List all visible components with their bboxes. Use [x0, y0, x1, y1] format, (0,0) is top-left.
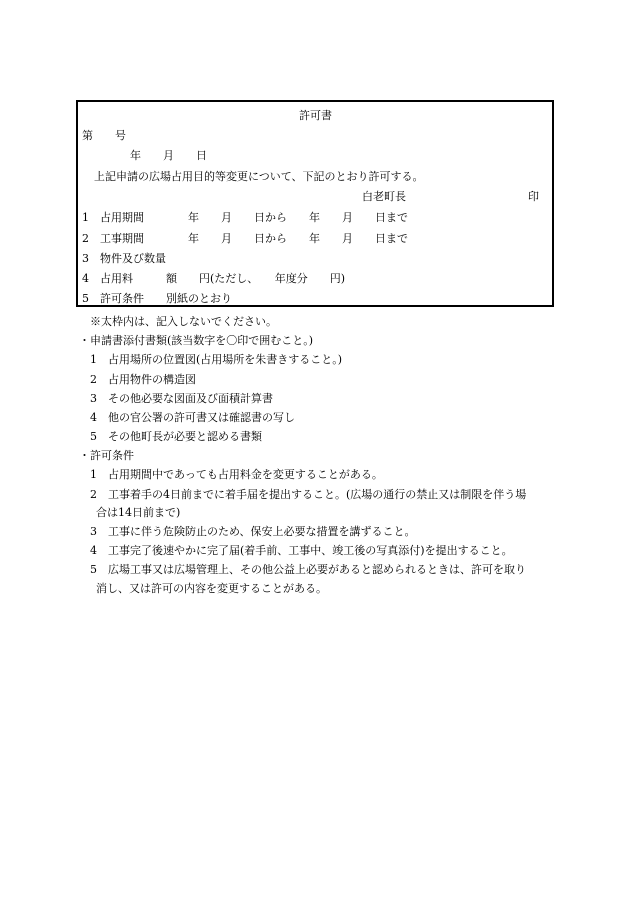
permit-title: 許可書 [299, 109, 332, 122]
condition-item: 5 広場工事又は広場管理上、その他公益上必要があると認められるときは、許可を取り [90, 563, 526, 576]
condition-item-cont: 消し、又は許可の内容を変更することがある。 [96, 582, 327, 595]
condition-item: 3 工事に伴う危険防止のため、保安上必要な措置を講ずること。 [90, 525, 416, 538]
permit-item: 2 工事期間 年 月 日から 年 月 日まで [82, 232, 408, 245]
permit-item: 4 占用料 額 円(ただし、 年度分 円) [82, 272, 346, 285]
attachments-heading: ・申請書添付書類(該当数字を〇印で囲むこと。) [79, 334, 314, 347]
condition-item: 4 工事完了後速やかに完了届(着手前、工事中、竣工後の写真添付)を提出すること。 [90, 544, 513, 557]
condition-item-cont: 合は14日前まで) [96, 506, 181, 519]
permit-statement: 上記申請の広場占用目的等変更について、下記のとおり許可する。 [94, 170, 424, 183]
permit-number: 第 号 [82, 129, 126, 142]
issuer-name: 白老町長 [362, 190, 406, 203]
conditions-heading: ・許可条件 [79, 449, 134, 462]
attachment-item: 4 他の官公署の許可書又は確認書の写し [90, 411, 295, 424]
attachment-item: 1 占用場所の位置図(占用場所を朱書きすること。) [90, 353, 343, 366]
permit-date: 年 月 日 [130, 149, 207, 162]
condition-item: 2 工事着手の4日前までに着手届を提出すること。(広場の通行の禁止又は制限を伴う場 [90, 488, 527, 501]
permit-item: 1 占用期間 年 月 日から 年 月 日まで [82, 211, 408, 224]
attachment-item: 2 占用物件の構造図 [90, 373, 196, 386]
seal-mark: 印 [528, 190, 539, 203]
permit-item: 3 物件及び数量 [82, 252, 166, 265]
permit-item: 5 許可条件 別紙のとおり [82, 292, 232, 305]
permit-frame [76, 100, 554, 307]
box-note: ※太枠内は、記入しないでください。 [90, 315, 277, 328]
attachment-item: 5 その他町長が必要と認める書類 [90, 430, 262, 443]
condition-item: 1 占用期間中であっても占用料金を変更することがある。 [90, 468, 383, 481]
attachment-item: 3 その他必要な図面及び面積計算書 [90, 392, 273, 405]
